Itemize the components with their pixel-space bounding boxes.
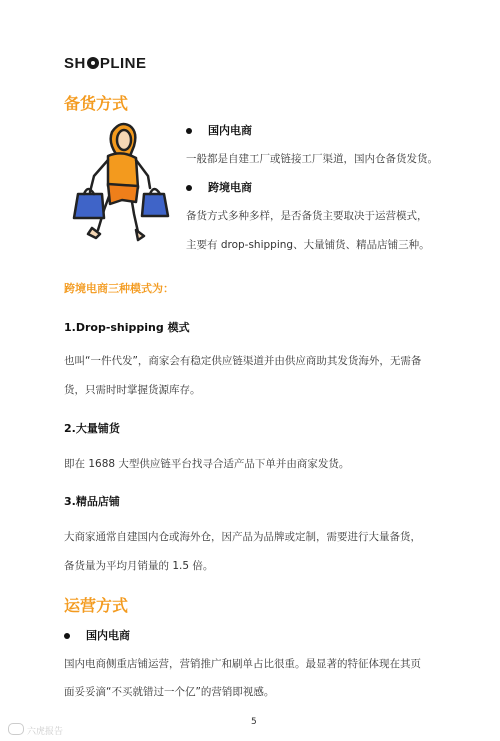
bullet-dot-icon	[64, 633, 70, 639]
logo-o-icon	[87, 57, 99, 69]
mode3-title: 3.精品店铺	[64, 495, 120, 508]
logo: SH PLINE	[64, 55, 147, 72]
bullet-dot-icon	[186, 128, 192, 134]
watermark-logo-icon	[8, 723, 24, 735]
modes-heading: 跨境电商三种模式为：	[64, 282, 174, 295]
ops-text-2: 面妥妥滴“不买就错过一个亿”的营销即视感。	[64, 686, 275, 698]
bullet-crossborder-label: 跨境电商	[208, 181, 252, 194]
mode2-title: 2.大量铺货	[64, 422, 120, 435]
bullet-dot-icon	[186, 185, 192, 191]
ops-bullet-domestic	[64, 627, 130, 643]
page-number: 5	[251, 717, 257, 727]
mode3-text-2: 备货量为平均月销量的 1.5 倍。	[64, 560, 214, 572]
mode1-title: 1.Drop-shipping 模式	[64, 321, 190, 334]
bullet-domestic	[186, 122, 252, 138]
bullet-crossborder	[186, 179, 252, 195]
shopper-illustration	[64, 118, 194, 243]
mode2-text-1: 即在 1688 大型供应链平台找寻合适产品下单并由商家发货。	[64, 458, 350, 470]
mode3-text-1: 大商家通常自建国内仓或海外仓，因产品为品牌或定制，需要进行大量备货，	[64, 531, 421, 543]
bullet-domestic-label: 国内电商	[208, 124, 252, 137]
ops-text-1: 国内电商侧重店铺运营，营销推广和刷单占比很重。最显著的特征体现在其页	[64, 658, 421, 670]
mode1-text-1: 也叫“一件代发”，商家会有稳定供应链渠道并由供应商助其发货海外，无需备	[64, 355, 422, 367]
bullet-crossborder-text-2: 主要有 drop-shipping、大量铺货、精品店铺三种。	[186, 239, 430, 251]
bullet-domestic-text: 一般都是自建工厂或链接工厂渠道，国内仓备货发货。	[186, 153, 438, 165]
watermark-text: 六虎报告	[27, 727, 64, 737]
bullet-crossborder-text-1: 备货方式多种多样，是否备货主要取决于运营模式，	[186, 210, 428, 222]
ops-bullet-domestic-label: 国内电商	[86, 629, 130, 642]
section-title-operations: 运营方式	[64, 596, 129, 615]
watermark	[8, 723, 63, 737]
mode1-text-2: 货，只需时时掌握货源库存。	[64, 384, 201, 396]
section-title-stocking: 备货方式	[64, 94, 129, 113]
